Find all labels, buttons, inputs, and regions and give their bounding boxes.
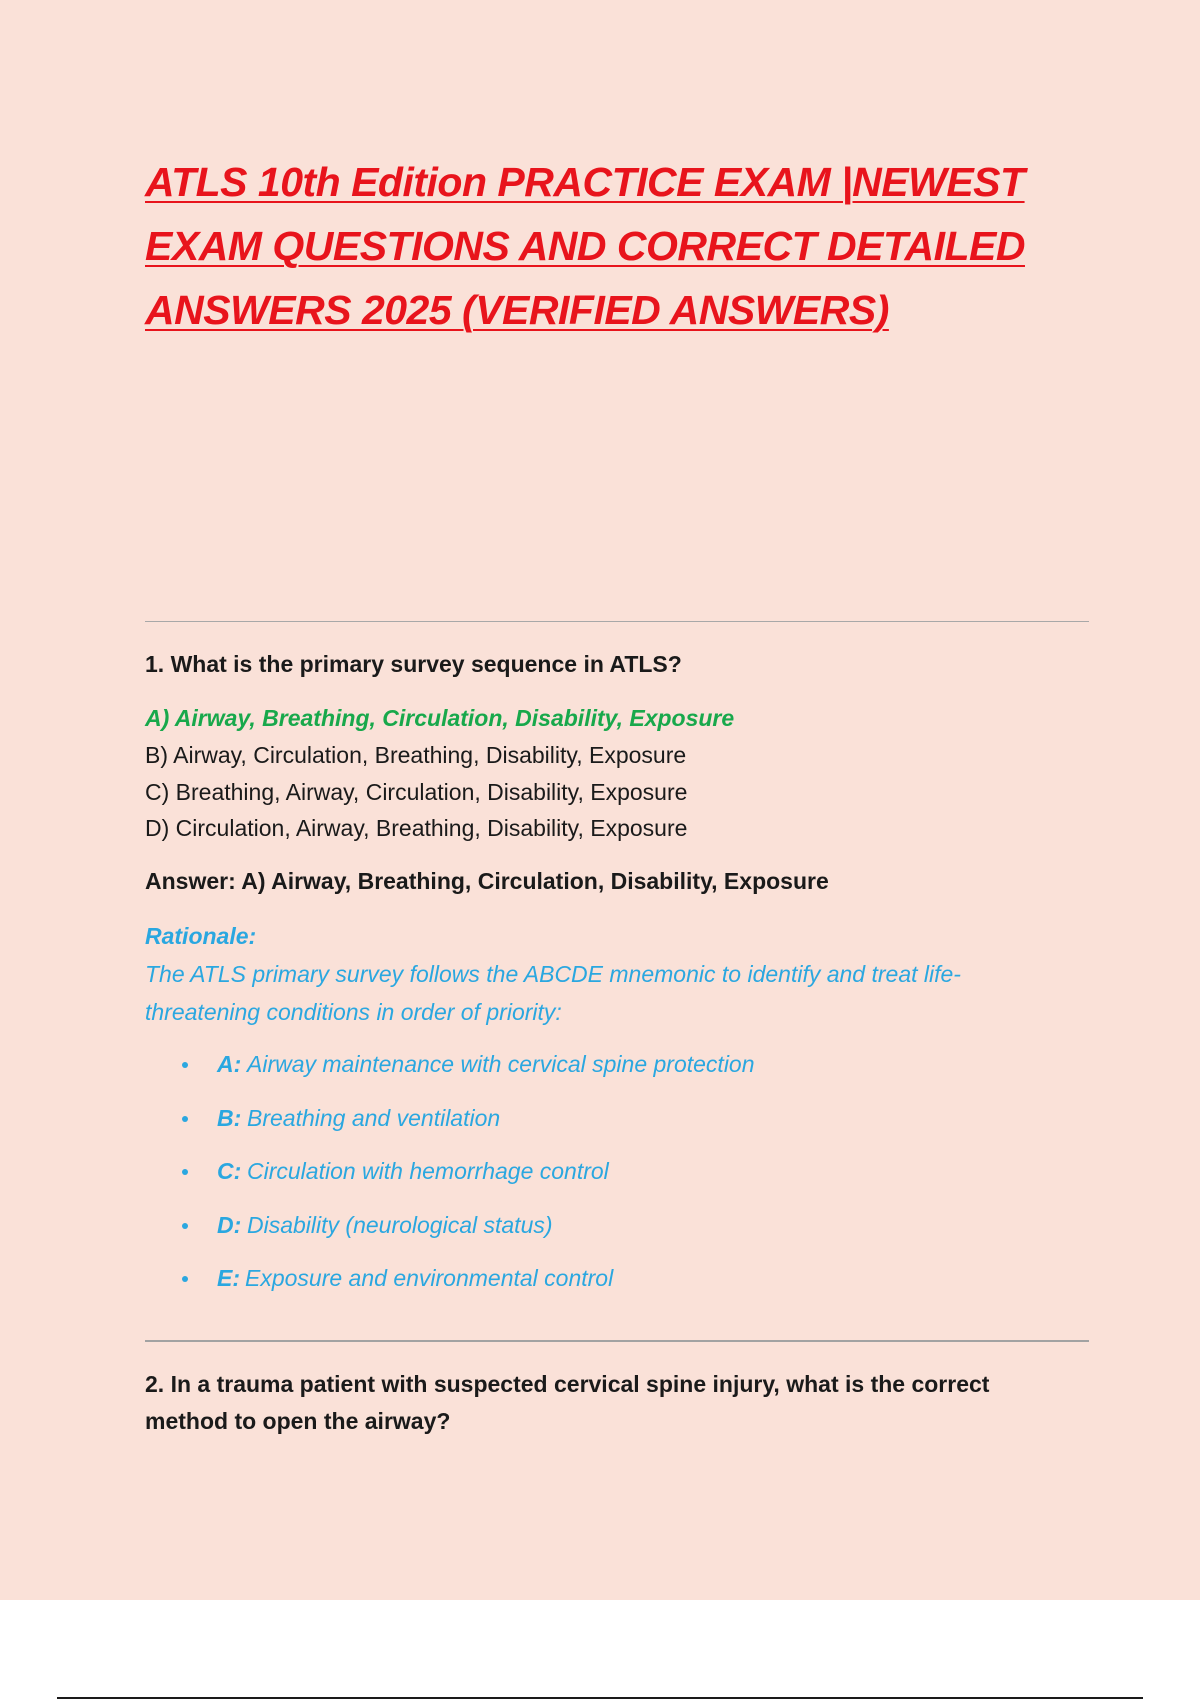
rationale-item-text: Airway maintenance with cervical spine protection: [247, 1051, 755, 1077]
rationale-item-text: Circulation with hemorrhage control: [247, 1158, 609, 1184]
rationale-item-text: Breathing and ventilation: [247, 1105, 501, 1131]
question-1-text: 1. What is the primary survey sequence in ATLS?: [145, 651, 682, 677]
answer-line: Answer: A) Airway, Breathing, Circulation, Disability, Exposure: [145, 868, 829, 894]
rationale-item-text: Disability (neurological status): [247, 1212, 553, 1238]
option-a-correct: A) Airway, Breathing, Circulation, Disability, Exposure: [145, 705, 735, 731]
bullet-icon: [182, 1276, 188, 1282]
question-2-text: 2. In a trauma patient with suspected cervical spine injury, what is the correct method to open the airway?: [145, 1371, 990, 1434]
option-d: D) Circulation, Airway, Breathing, Disability, Exposure: [145, 815, 688, 841]
footer-divider: [57, 1697, 1143, 1699]
document-title: ATLS 10th Edition PRACTICE EXAM |NEWEST EXAM QUESTIONS AND CORRECT DETAILED ANSWERS 2025 (VERIFIED ANSWERS): [145, 159, 1025, 333]
option-b: B) Airway, Circulation, Breathing, Disability, Exposure: [145, 742, 687, 768]
rationale-text: The ATLS primary survey follows the ABCDE mnemonic to identify and treat life-threatening conditions in order of priority:: [145, 961, 961, 1025]
rationale-key: D:: [217, 1212, 242, 1238]
bullet-icon: [182, 1062, 188, 1068]
bullet-icon: [182, 1223, 188, 1229]
rationale-key: A:: [217, 1051, 242, 1077]
rationale-key: C:: [217, 1158, 242, 1184]
rationale-label: Rationale:: [145, 923, 257, 949]
option-c: C) Breathing, Airway, Circulation, Disability, Exposure: [145, 779, 688, 805]
rationale-key: E:: [217, 1265, 240, 1291]
rationale-item-text: Exposure and environmental control: [245, 1265, 614, 1291]
section-divider: [145, 621, 1089, 622]
section-divider: [145, 1340, 1089, 1342]
bullet-icon: [182, 1116, 188, 1122]
rationale-key: B:: [217, 1105, 242, 1131]
bullet-icon: [182, 1169, 188, 1175]
